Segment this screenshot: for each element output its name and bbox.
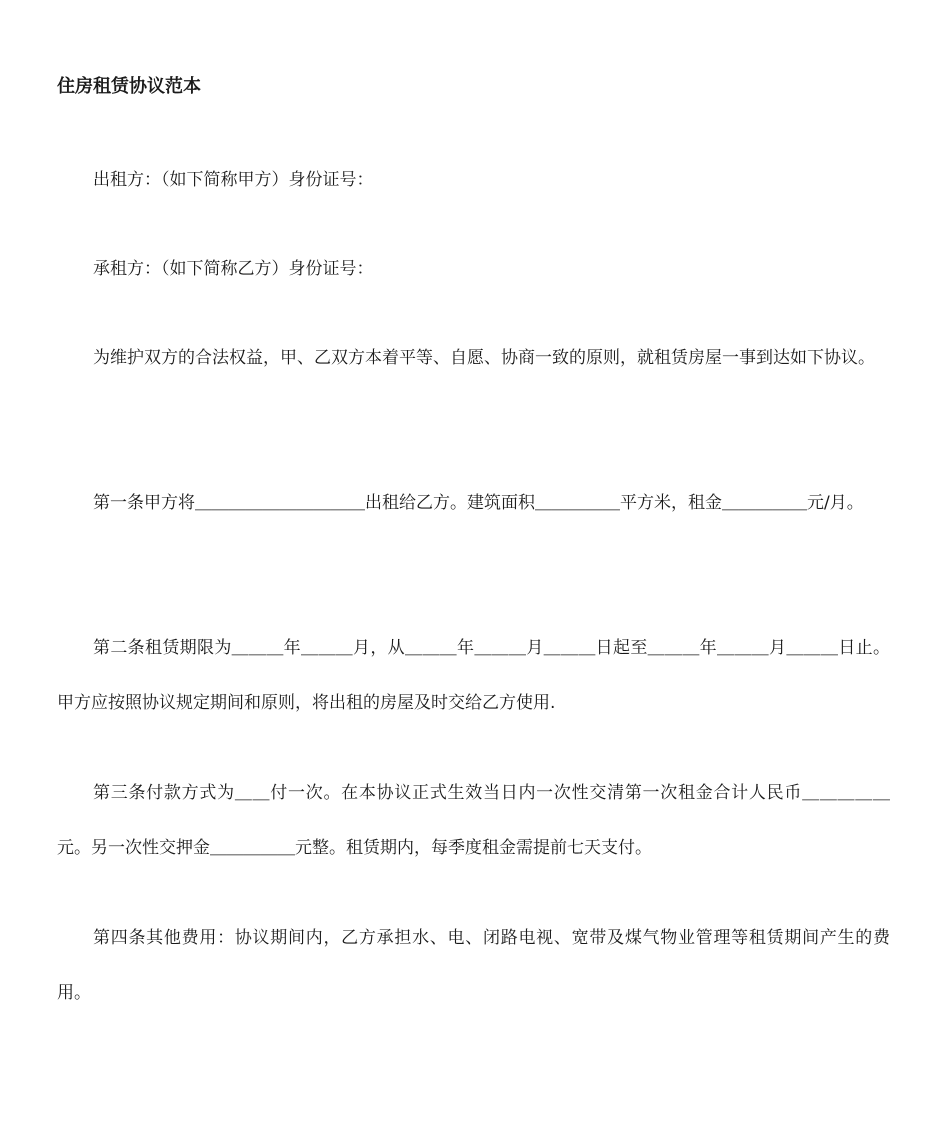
document-title: 住房租赁协议范本 <box>57 76 201 97</box>
lessee-line: 承租方：（如下简称乙方）身份证号： <box>93 259 374 279</box>
article-4-paragraph: 第四条其他费用：协议期间内，乙方承担水、电、闭路电视、宽带及煤气物业管理等租赁期间产生的费用。 <box>57 928 890 1003</box>
article-3-paragraph: 第三条付款方式为＿＿付一次。在本协议正式生效当日内一次性交清第一次租金合计人民币＿＿＿＿＿元。另一次性交押金＿＿＿＿＿元整。租赁期内，每季度租金需提前七天支付。 <box>57 783 890 858</box>
intro-paragraph: 为维护双方的合法权益，甲、乙双方本着平等、自愿、协商一致的原则，就租赁房屋一事到达如下协议。 <box>93 348 875 368</box>
article-1-paragraph: 第一条甲方将＿＿＿＿＿＿＿＿＿＿出租给乙方。建筑面积＿＿＿＿＿平方米，租金＿＿＿＿＿元/月。 <box>93 493 864 513</box>
article-2-paragraph: 第二条租赁期限为＿＿＿年＿＿＿月，从＿＿＿年＿＿＿月＿＿＿日起至＿＿＿年＿＿＿月＿＿＿日止。甲方应按照协议规定期间和原则，将出租的房屋及时交给乙方使用. <box>57 638 890 713</box>
lessor-line: 出租方：（如下简称甲方）身份证号： <box>93 170 374 190</box>
